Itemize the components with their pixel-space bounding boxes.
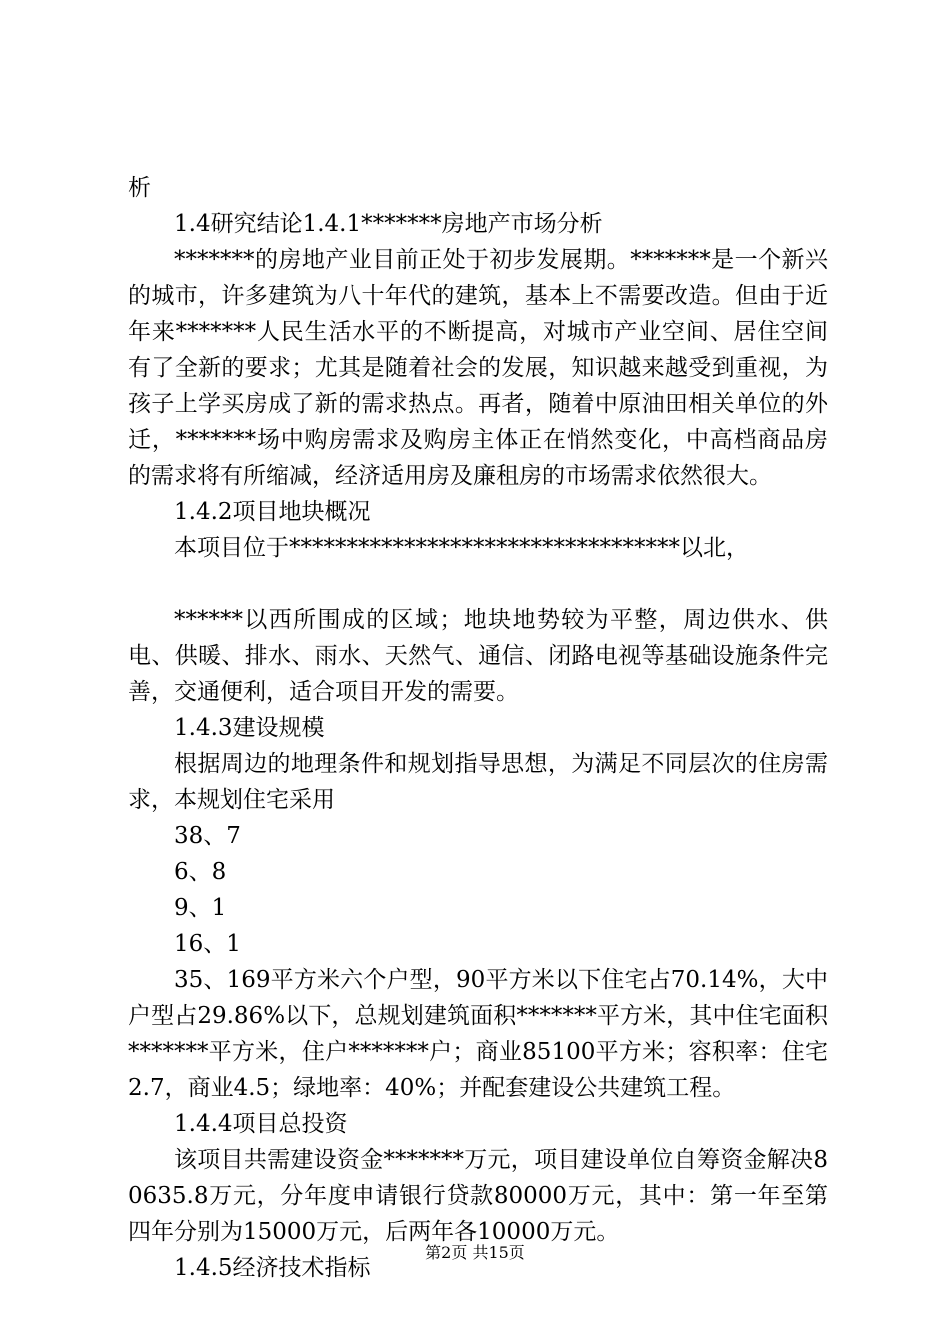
list-item-unit-2: 6、8 [174,859,227,885]
list-item-unit-4: 16、1 [174,931,241,957]
paragraph-0: 析 [128,175,151,201]
section-heading-1-4: 1.4研究结论1.4.1*******房地产市场分析 [174,211,603,237]
document-body [128,170,828,1286]
paragraph-investment: 该项目共需建设资金*******万元，项目建设单位自筹资金解决80635.8万元，分年度申请银行贷款80000万元，其中：第一年至第四年分别为15000万元，后两年各10000万元。 [128,1147,828,1245]
list-item-unit-1: 38、7 [174,823,241,849]
section-heading-1-4-4: 1.4.4项目总投资 [174,1111,348,1137]
paragraph-scale-intro: 根据周边的地理条件和规划指导思想，为满足不同层次的住房需求，本规划住宅采用 [128,751,828,813]
section-heading-1-4-3: 1.4.3建设规模 [174,715,325,741]
paragraph-site-conditions: ******以西所围成的区域；地块地势较为平整，周边供水、供电、供暖、排水、雨水、天然气、通信、闭路电视等基础设施条件完善，交通便利，适合项目开发的需要。 [128,607,828,705]
paragraph-market-analysis: *******的房地产业目前正处于初步发展期。*******是一个新兴的城市，许多建筑为八十年代的建筑，基本上不需要改造。但由于近年来*******人民生活水平的不断提高，对城市产业空间、居住空间有了全新的要求；尤其是随着社会的发展，知识越来越受到重视，为孩子上学买房成了新的需求热点。再者，随着中原油田相关单位的外迁，*******场中购房需求及购房主体正在悄然变化，中高档商品房的需求将有所缩减，经济适用房及廉租房的市场需求依然很大。 [128,247,828,489]
paragraph-scale-details: 35、169平方米六个户型，90平方米以下住宅占70.14%，大中户型占29.86%以下，总规划建筑面积*******平方米，其中住宅面积*******平方米，住户*******户；商业85100平方米；容积率：住宅2.7，商业4.5；绿地率：40%；并配套建设公共建筑工程。 [128,967,828,1101]
page-footer: 第2页 共15页 [425,1243,525,1262]
section-heading-1-4-5: 1.4.5经济技术指标 [174,1255,371,1281]
section-heading-1-4-2: 1.4.2项目地块概况 [174,499,371,525]
paragraph-location: 本项目位于**********************************以北， [174,535,749,561]
list-item-unit-3: 9、1 [174,895,227,921]
